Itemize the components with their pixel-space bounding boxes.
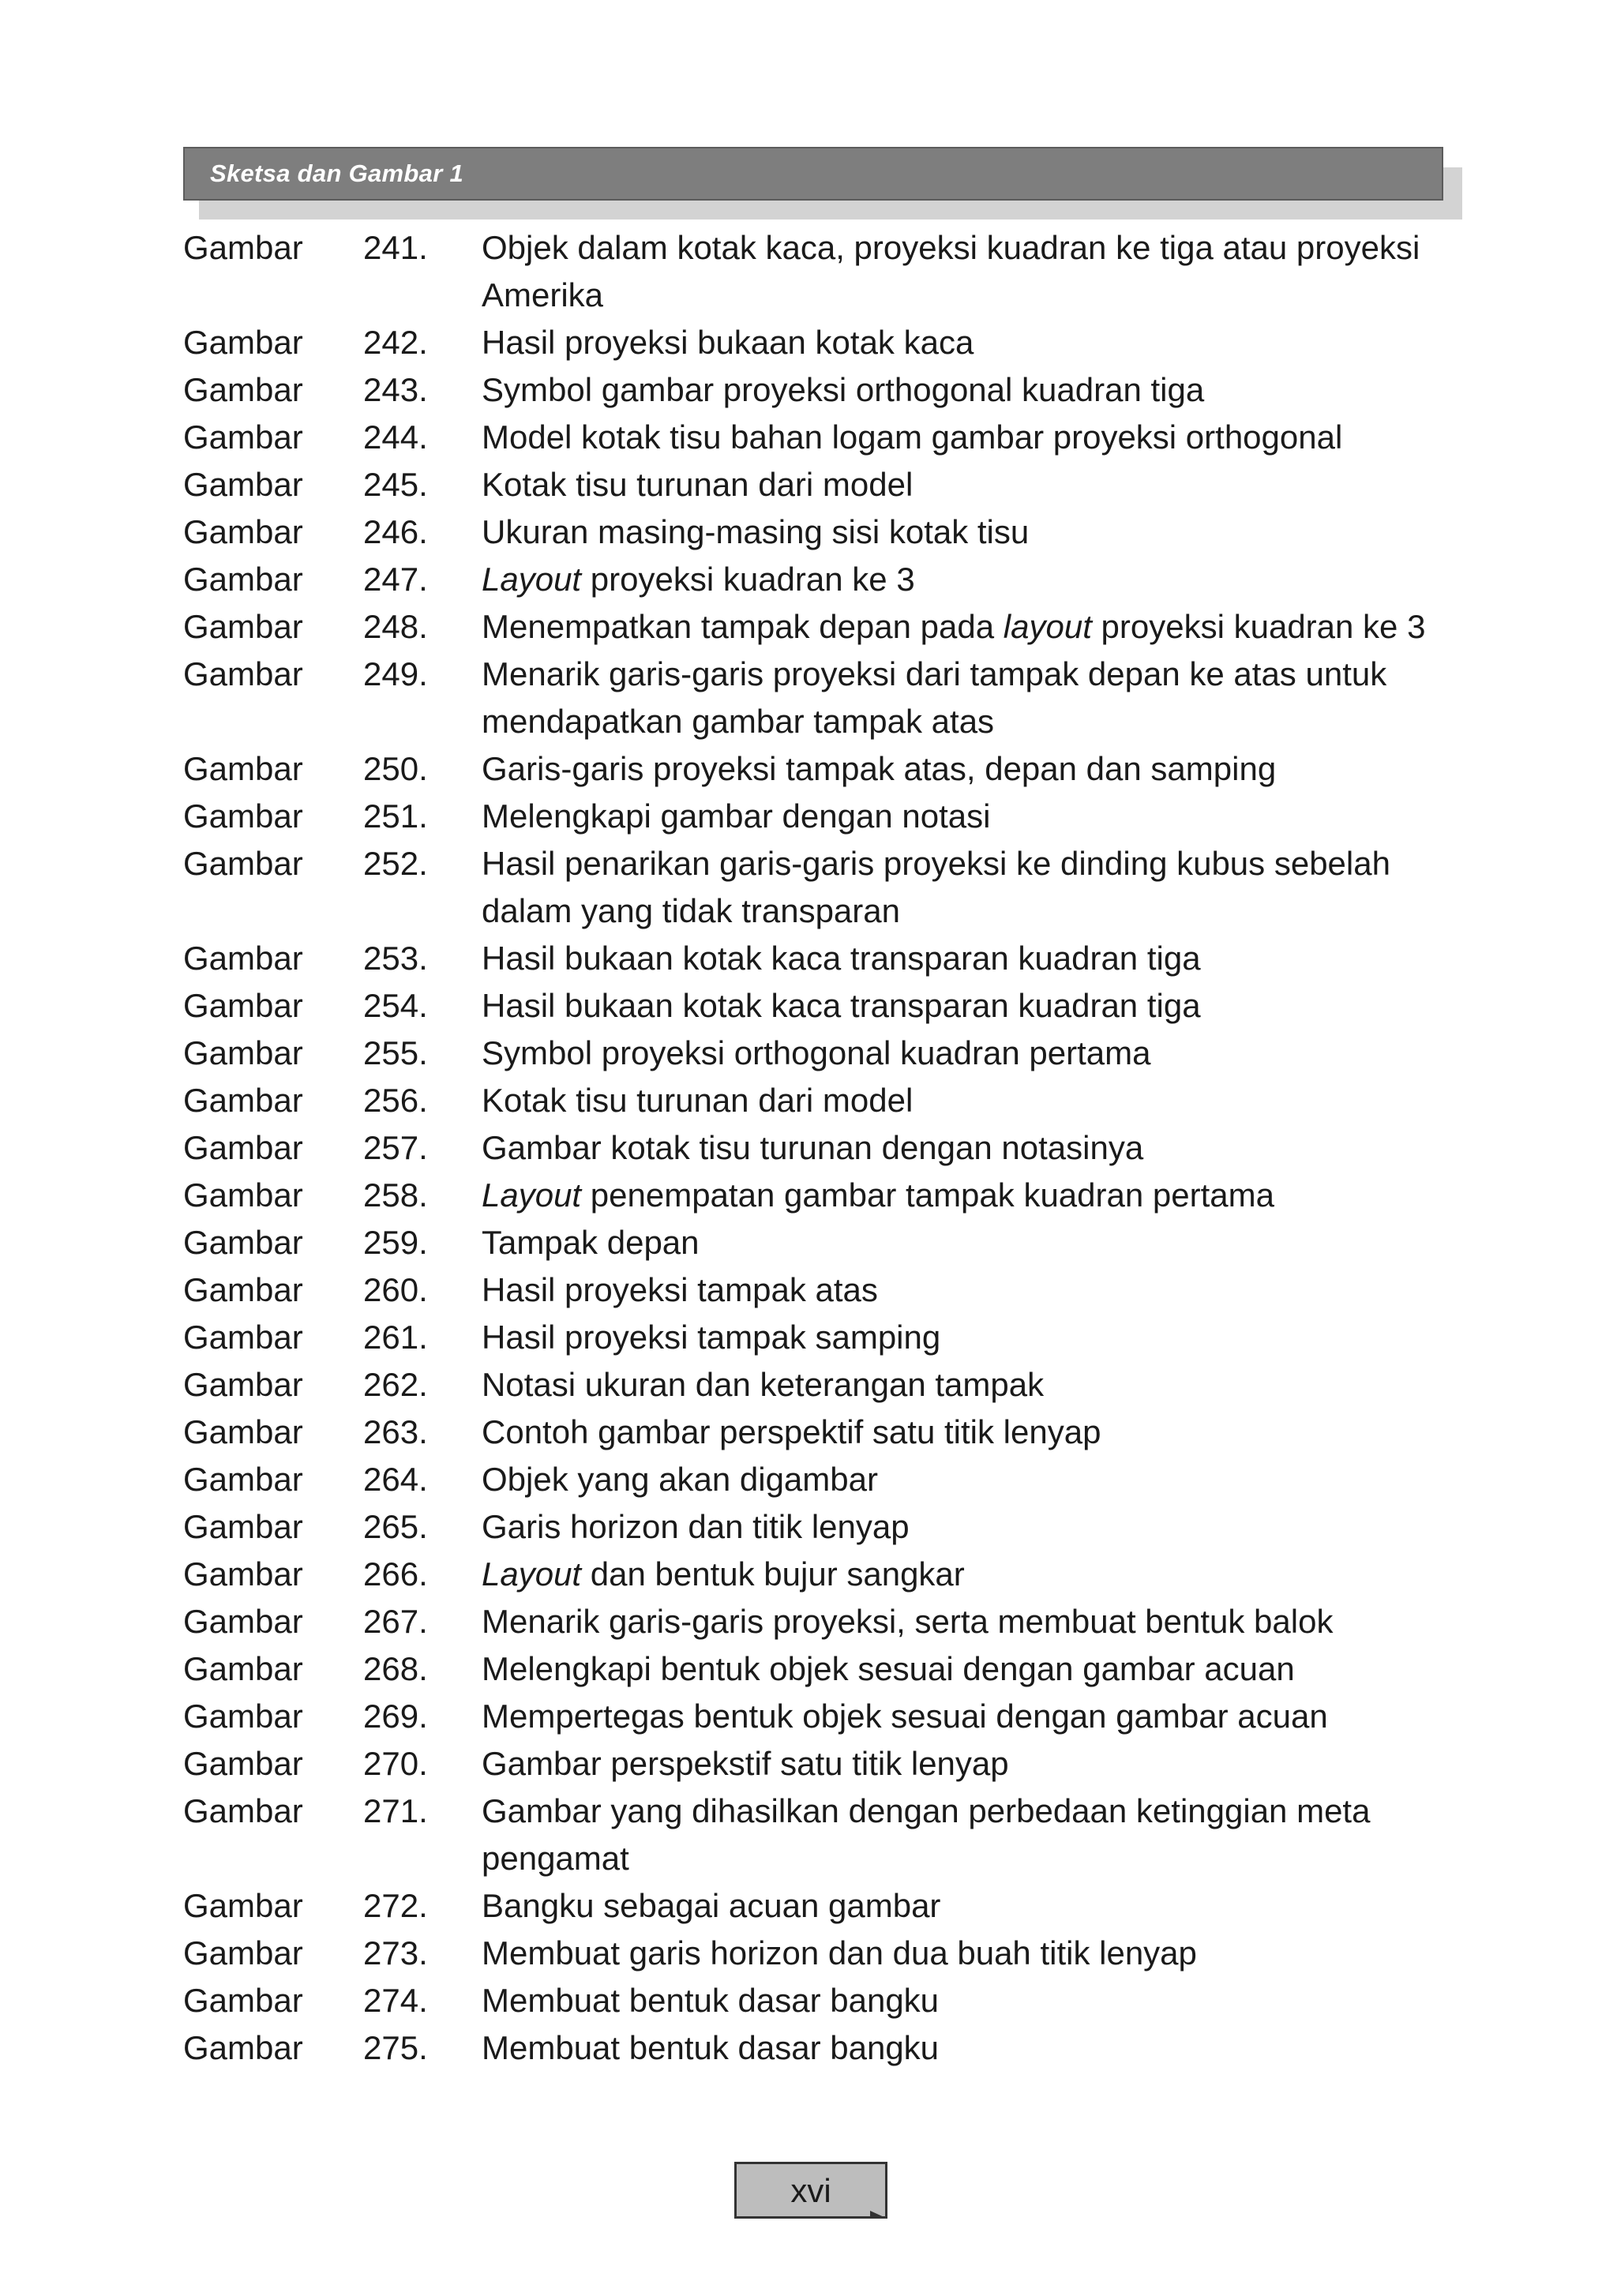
- entry-title: [482, 1693, 1462, 1740]
- entry-title-text: Hasil proyeksi bukaan kotak kaca: [482, 324, 974, 361]
- figure-list-entry: [183, 1266, 1462, 1314]
- figure-list-entry: [183, 1361, 1462, 1409]
- entry-label: Gambar: [183, 1555, 303, 1593]
- entry-title-italic: layout: [1003, 608, 1092, 645]
- entry-label: Gambar: [183, 1129, 303, 1166]
- figure-list-entry: [183, 1551, 1462, 1598]
- entry-title: [482, 1551, 1462, 1598]
- entry-number: 268.: [363, 1650, 428, 1687]
- figure-list-entry: [183, 651, 1462, 745]
- entry-label: Gambar: [183, 1319, 303, 1356]
- entry-title-text: Menempatkan tampak depan pada: [482, 608, 1004, 645]
- entry-label: Gambar: [183, 1176, 303, 1214]
- entry-number: 252.: [363, 845, 428, 882]
- entry-number: 267.: [363, 1603, 428, 1640]
- entry-number: 274.: [363, 1982, 428, 2019]
- entry-label: Gambar: [183, 608, 303, 645]
- entry-title-italic: Layout: [482, 561, 582, 598]
- entry-title: [482, 1977, 1462, 2024]
- figure-list-entry: [183, 1314, 1462, 1361]
- entry-number: 263.: [363, 1413, 428, 1450]
- entry-number: 250.: [363, 750, 428, 787]
- entry-label: Gambar: [183, 1603, 303, 1640]
- entry-number: 262.: [363, 1366, 428, 1403]
- entry-title-text: Kotak tisu turunan dari model: [482, 466, 914, 503]
- entry-number: 254.: [363, 987, 428, 1024]
- entry-title: [482, 461, 1462, 508]
- entry-number: 249.: [363, 655, 428, 692]
- page-number-box: [734, 2162, 887, 2219]
- entry-title-text: penempatan gambar tampak kuadran pertama: [581, 1176, 1274, 1214]
- entry-label: Gambar: [183, 2029, 303, 2066]
- figure-list-entry: [183, 1172, 1462, 1219]
- figure-list-entry: [183, 414, 1462, 461]
- entry-title: [482, 603, 1462, 651]
- entry-title: [482, 935, 1462, 982]
- entry-title-text: Contoh gambar perspektif satu titik lenyap: [482, 1413, 1101, 1450]
- entry-title-text: Objek yang akan digambar: [482, 1461, 878, 1498]
- entry-label: Gambar: [183, 940, 303, 977]
- figure-list-entry: [183, 745, 1462, 793]
- entry-number: 243.: [363, 371, 428, 408]
- entry-label: Gambar: [183, 987, 303, 1024]
- entry-title: [482, 1456, 1462, 1503]
- entry-title: [482, 745, 1462, 793]
- entry-number: 245.: [363, 466, 428, 503]
- entry-number: 275.: [363, 2029, 428, 2066]
- entry-number: 256.: [363, 1082, 428, 1119]
- entry-label: Gambar: [183, 1461, 303, 1498]
- figure-list-entry: [183, 1409, 1462, 1456]
- entry-title: [482, 1124, 1462, 1172]
- entry-number: 248.: [363, 608, 428, 645]
- entry-title-text: Gambar perspekstif satu titik lenyap: [482, 1745, 1009, 1782]
- entry-title: [482, 2024, 1462, 2072]
- figure-list-entry: [183, 1788, 1462, 1882]
- figure-list-entry: [183, 1503, 1462, 1551]
- entry-label: Gambar: [183, 1508, 303, 1545]
- entry-title: [482, 1645, 1462, 1693]
- entry-label: Gambar: [183, 229, 303, 266]
- figure-list-entry: [183, 556, 1462, 603]
- entry-label: Gambar: [183, 1698, 303, 1735]
- entry-label: Gambar: [183, 845, 303, 882]
- entry-title: [482, 1740, 1462, 1788]
- entry-title-text: proyeksi kuadran ke 3: [1091, 608, 1426, 645]
- entry-label: Gambar: [183, 466, 303, 503]
- entry-label: Gambar: [183, 1745, 303, 1782]
- entry-number: 261.: [363, 1319, 428, 1356]
- entry-label: Gambar: [183, 1366, 303, 1403]
- figure-list-entry: [183, 935, 1462, 982]
- entry-number: 242.: [363, 324, 428, 361]
- entry-number: 241.: [363, 229, 428, 266]
- entry-title-text: Gambar kotak tisu turunan dengan notasinya: [482, 1129, 1144, 1166]
- figure-list-entry: [183, 461, 1462, 508]
- figure-list-entry: [183, 1219, 1462, 1266]
- entry-number: 273.: [363, 1934, 428, 1971]
- entry-title: [482, 840, 1462, 935]
- entry-title-text: Symbol proyeksi orthogonal kuadran pertama: [482, 1034, 1151, 1071]
- entry-number: 271.: [363, 1792, 428, 1829]
- figure-list-entry: [183, 1977, 1462, 2024]
- entry-number: 264.: [363, 1461, 428, 1498]
- entry-title-text: Garis horizon dan titik lenyap: [482, 1508, 910, 1545]
- entry-title: [482, 1314, 1462, 1361]
- entry-title-text: Hasil proyeksi tampak samping: [482, 1319, 941, 1356]
- figure-list-entry: [183, 840, 1462, 935]
- entry-title: [482, 1409, 1462, 1456]
- entry-label: Gambar: [183, 750, 303, 787]
- entry-label: Gambar: [183, 1271, 303, 1308]
- entry-number: 258.: [363, 1176, 428, 1214]
- entry-title: [482, 1930, 1462, 1977]
- entry-title-text: Kotak tisu turunan dari model: [482, 1082, 914, 1119]
- entry-label: Gambar: [183, 324, 303, 361]
- entry-label: Gambar: [183, 1887, 303, 1924]
- entry-label: Gambar: [183, 1934, 303, 1971]
- entry-title: [482, 1788, 1462, 1882]
- entry-number: 259.: [363, 1224, 428, 1261]
- figure-list-entry: [183, 366, 1462, 414]
- entry-title: [482, 793, 1462, 840]
- entry-title: [482, 1882, 1462, 1930]
- entry-number: 247.: [363, 561, 428, 598]
- running-header-title: Sketsa dan Gambar 1: [210, 159, 464, 187]
- entry-label: Gambar: [183, 1082, 303, 1119]
- entry-label: Gambar: [183, 1650, 303, 1687]
- entry-title-text: Ukuran masing-masing sisi kotak tisu: [482, 513, 1030, 550]
- entry-title-text: Notasi ukuran dan keterangan tampak: [482, 1366, 1045, 1403]
- entry-title: [482, 1266, 1462, 1314]
- entry-label: Gambar: [183, 513, 303, 550]
- entry-title: [482, 1598, 1462, 1645]
- figure-list-entry: [183, 1456, 1462, 1503]
- entry-title: [482, 1219, 1462, 1266]
- entry-title: [482, 651, 1462, 745]
- page-number: xvi: [790, 2172, 831, 2209]
- entry-number: 244.: [363, 418, 428, 456]
- figure-list-entry: [183, 1077, 1462, 1124]
- entry-number: 257.: [363, 1129, 428, 1166]
- entry-label: Gambar: [183, 1224, 303, 1261]
- entry-title-text: Bangku sebagai acuan gambar: [482, 1887, 941, 1924]
- figure-list-entry: [183, 1124, 1462, 1172]
- entry-label: Gambar: [183, 1413, 303, 1450]
- entry-number: 266.: [363, 1555, 428, 1593]
- entry-title-text: proyeksi kuadran ke 3: [581, 561, 915, 598]
- running-header: [183, 147, 1443, 201]
- entry-title-text: dan bentuk bujur sangkar: [581, 1555, 965, 1593]
- entry-title: [482, 414, 1462, 461]
- entry-title-italic: Layout: [482, 1176, 582, 1214]
- entry-title: [482, 508, 1462, 556]
- entry-label: Gambar: [183, 371, 303, 408]
- entry-title: [482, 319, 1462, 366]
- entry-title: [482, 556, 1462, 603]
- entry-title-text: Melengkapi bentuk objek sesuai dengan gambar acuan: [482, 1650, 1295, 1687]
- entry-title-text: Tampak depan: [482, 1224, 700, 1261]
- entry-label: Gambar: [183, 1792, 303, 1829]
- figure-list-entry: [183, 319, 1462, 366]
- figure-list-entry: [183, 2024, 1462, 2072]
- entry-title: [482, 1503, 1462, 1551]
- figure-list-entry: [183, 1882, 1462, 1930]
- entry-number: 270.: [363, 1745, 428, 1782]
- entry-title-text: Gambar yang dihasilkan dengan perbedaan ketinggian meta pengamat: [482, 1792, 1371, 1877]
- entry-label: Gambar: [183, 1982, 303, 2019]
- entry-label: Gambar: [183, 418, 303, 456]
- entry-number: 251.: [363, 797, 428, 835]
- entry-title-text: Symbol gambar proyeksi orthogonal kuadran tiga: [482, 371, 1205, 408]
- figure-list-entry: [183, 1645, 1462, 1693]
- figure-list-entry: [183, 1030, 1462, 1077]
- figure-list: [183, 224, 1462, 2072]
- entry-title: [482, 366, 1462, 414]
- entry-title-text: Hasil proyeksi tampak atas: [482, 1271, 878, 1308]
- figure-list-entry: [183, 1740, 1462, 1788]
- entry-title: [482, 1361, 1462, 1409]
- entry-title-text: Membuat garis horizon dan dua buah titik lenyap: [482, 1934, 1197, 1971]
- entry-title-text: Mempertegas bentuk objek sesuai dengan gambar acuan: [482, 1698, 1328, 1735]
- entry-title: [482, 1030, 1462, 1077]
- entry-number: 253.: [363, 940, 428, 977]
- entry-title: [482, 1077, 1462, 1124]
- entry-label: Gambar: [183, 1034, 303, 1071]
- entry-title-text: Garis-garis proyeksi tampak atas, depan dan samping: [482, 750, 1277, 787]
- entry-title-text: Hasil bukaan kotak kaca transparan kuadran tiga: [482, 940, 1201, 977]
- entry-title-text: Menarik garis-garis proyeksi, serta membuat bentuk balok: [482, 1603, 1334, 1640]
- figure-list-entry: [183, 603, 1462, 651]
- entry-title-text: Membuat bentuk dasar bangku: [482, 1982, 940, 2019]
- entry-label: Gambar: [183, 797, 303, 835]
- entry-title-text: Hasil bukaan kotak kaca transparan kuadran tiga: [482, 987, 1201, 1024]
- figure-list-entry: [183, 982, 1462, 1030]
- entry-title: [482, 982, 1462, 1030]
- entry-title-text: Menarik garis-garis proyeksi dari tampak depan ke atas untuk mendapatkan gambar tampak atas: [482, 655, 1387, 740]
- entry-title-text: Membuat bentuk dasar bangku: [482, 2029, 940, 2066]
- figure-list-entry: [183, 1598, 1462, 1645]
- figure-list-entry: [183, 508, 1462, 556]
- figure-list-entry: [183, 1930, 1462, 1977]
- figure-list-entry: [183, 1693, 1462, 1740]
- entry-number: 246.: [363, 513, 428, 550]
- entry-number: 272.: [363, 1887, 428, 1924]
- entry-title-text: Melengkapi gambar dengan notasi: [482, 797, 991, 835]
- entry-number: 260.: [363, 1271, 428, 1308]
- entry-number: 269.: [363, 1698, 428, 1735]
- entry-title-italic: Layout: [482, 1555, 582, 1593]
- figure-list-entry: [183, 224, 1462, 319]
- entry-title-text: Objek dalam kotak kaca, proyeksi kuadran ke tiga atau proyeksi Amerika: [482, 229, 1420, 313]
- entry-title: [482, 224, 1462, 319]
- entry-number: 255.: [363, 1034, 428, 1071]
- figure-list-entry: [183, 793, 1462, 840]
- entry-title: [482, 1172, 1462, 1219]
- entry-number: 265.: [363, 1508, 428, 1545]
- folded-corner-icon: [870, 2211, 887, 2219]
- entry-label: Gambar: [183, 561, 303, 598]
- entry-title-text: Hasil penarikan garis-garis proyeksi ke dinding kubus sebelah dalam yang tidak transparan: [482, 845, 1390, 929]
- entry-label: Gambar: [183, 655, 303, 692]
- entry-title-text: Model kotak tisu bahan logam gambar proyeksi orthogonal: [482, 418, 1343, 456]
